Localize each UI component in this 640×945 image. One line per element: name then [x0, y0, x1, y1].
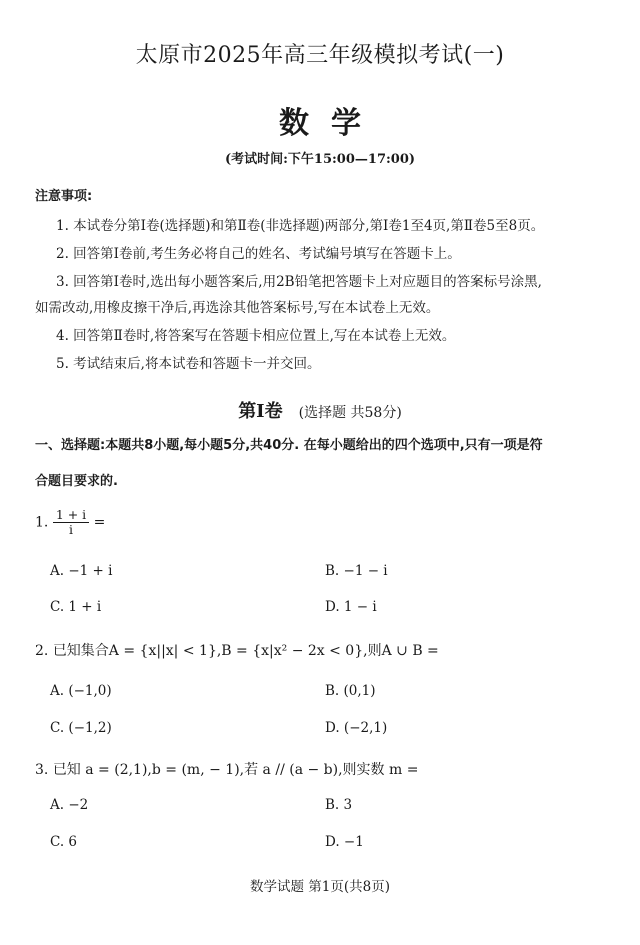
- question-3-option-b: B. 3: [325, 797, 353, 813]
- question-3-option-d: D. −1: [325, 834, 364, 850]
- question-1-option-a: A. −1 + i: [50, 563, 113, 579]
- question-3-stem: [35, 759, 418, 779]
- question-1-number: 1.: [35, 514, 49, 531]
- notice-item-3-cont: 如需改动,用橡皮擦干净后,再选涂其他答案标号,写在本试卷上无效。: [35, 300, 440, 316]
- question-2-number: 2.: [35, 643, 49, 659]
- question-1-option-d: D. 1 − i: [325, 599, 377, 615]
- question-2-option-c: C. (−1,2): [50, 720, 112, 736]
- question-1-option-b: B. −1 − i: [325, 563, 388, 579]
- notice-item-2: 2. 回答第Ⅰ卷前,考生务必将自己的姓名、考试编号填写在答题卡上。: [56, 246, 461, 262]
- question-1-numerator: 1 + i: [53, 508, 89, 523]
- question-1-fraction: [53, 508, 89, 537]
- notice-item-1: 1. 本试卷分第Ⅰ卷(选择题)和第Ⅱ卷(非选择题)两部分,第Ⅰ卷1至4页,第Ⅱ卷5至8页。: [56, 218, 545, 234]
- question-1-option-c: C. 1 + i: [50, 599, 102, 615]
- section-header: [0, 397, 640, 423]
- question-2-text: 已知集合A = {x||x| < 1},B = {x|x² − 2x < 0},则A ∪ B =: [52, 643, 439, 659]
- question-2-option-a: A. (−1,0): [50, 683, 112, 699]
- section-instruction-line1: 一、选择题:本题共8小题,每小题5分,共40分. 在每小题给出的四个选项中,只有一项是符: [35, 438, 543, 453]
- section-instruction-line2: 合题目要求的.: [35, 474, 118, 489]
- page-footer: 数学试题 第1页(共8页): [249, 879, 390, 895]
- section-title: 第Ⅰ卷: [238, 401, 283, 422]
- question-1-tail: =: [89, 514, 106, 531]
- question-1-denominator: i: [69, 522, 73, 537]
- notice-item-4: 4. 回答第Ⅱ卷时,将答案写在答题卡相应位置上,写在本试卷上无效。: [56, 328, 456, 344]
- question-3-text: 已知 a = (2,1),b = (m, − 1),若 a // (a − b),则实数 m =: [52, 762, 419, 778]
- question-3-option-c: C. 6: [50, 834, 78, 850]
- question-3-number: 3.: [35, 762, 49, 778]
- section-subtitle: (选择题 共58分): [298, 405, 402, 421]
- question-1-stem: [35, 508, 105, 537]
- question-2-stem: [35, 640, 439, 660]
- notice-item-5: 5. 考试结束后,将本试卷和答题卡一并交回。: [56, 356, 321, 372]
- subject-title: 数学: [279, 106, 383, 141]
- exam-title: 太原市2025年高三年级模拟考试(一): [135, 43, 505, 68]
- question-2-option-d: D. (−2,1): [325, 720, 388, 736]
- notice-item-3: 3. 回答第Ⅰ卷时,选出每小题答案后,用2B铅笔把答题卡上对应题目的答案标号涂黑,: [56, 274, 542, 290]
- notice-heading: 注意事项:: [35, 189, 93, 204]
- question-2-option-b: B. (0,1): [325, 683, 376, 699]
- exam-time: (考试时间:下午15:00—17:00): [224, 152, 416, 167]
- question-3-option-a: A. −2: [50, 797, 89, 813]
